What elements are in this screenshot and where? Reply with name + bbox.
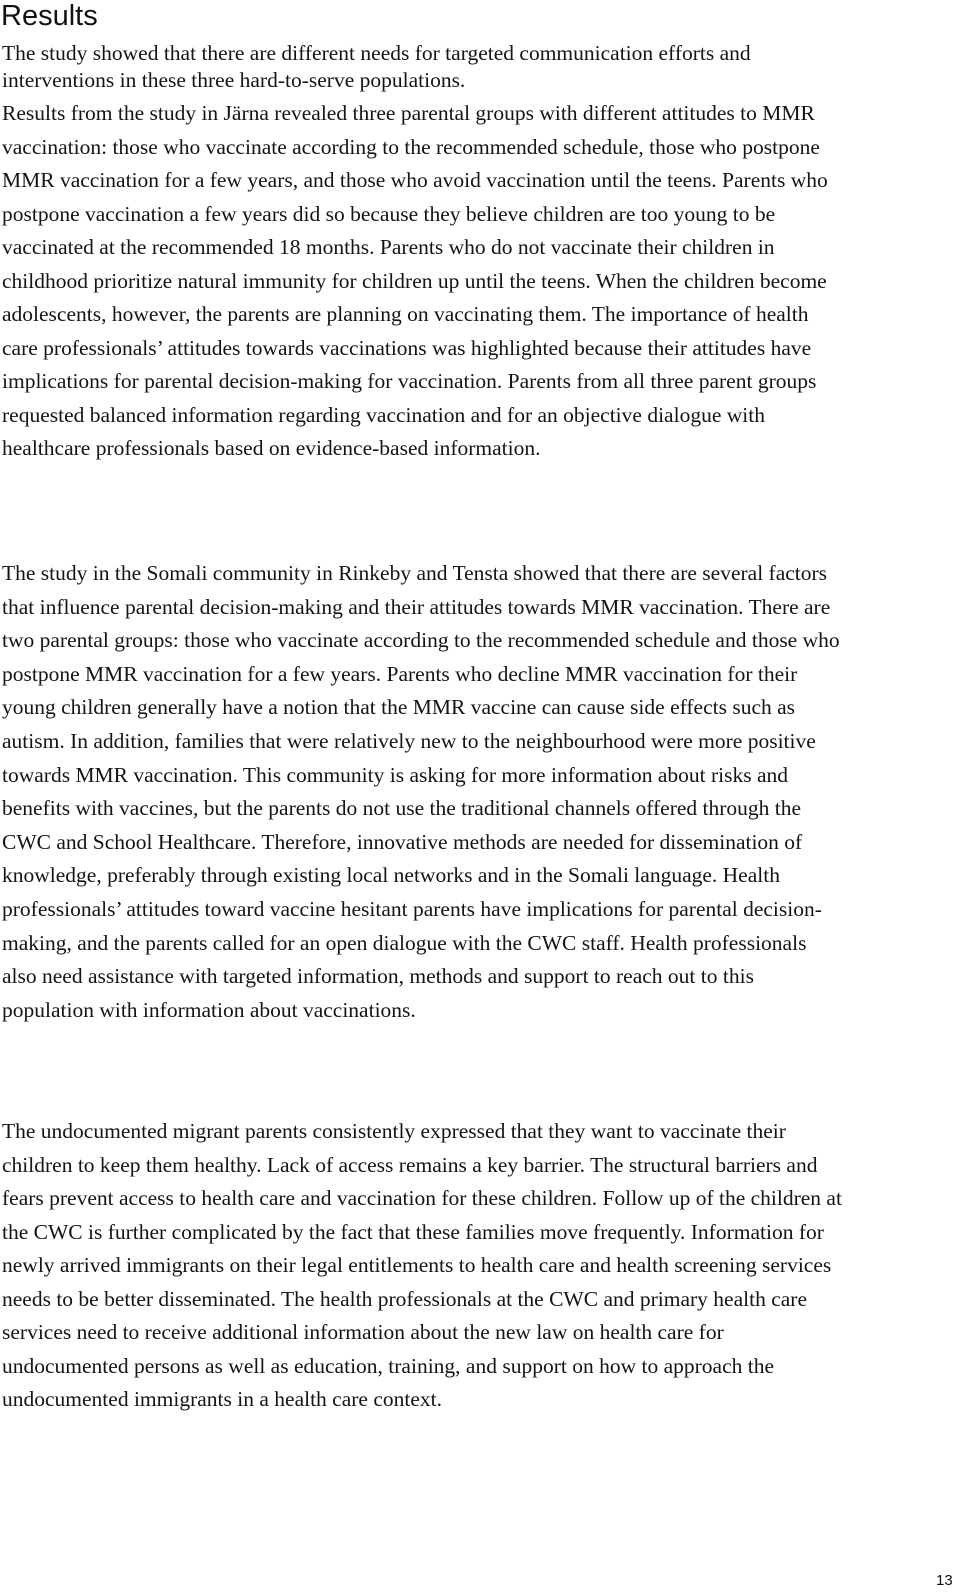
paragraph-somali-community: The study in the Somali community in Rinkeby and Tensta showed that there are several factors that influence parental decision-making and their attitudes towards MMR vaccination. There are two parental groups: those who vaccinate according to the recommended schedule and those who postpone MMR vaccination for a few years. Parents who decline MMR vaccination for their young children generally have a notion that the MMR vaccine can cause side effects such as autism. In addition, families that were relatively new to the neighbourhood were more positive towards MMR vaccination. This community is asking for more information about risks and benefits with vaccines, but the parents do not use the traditional channels offered through the CWC and School Healthcare. Therefore, innovative methods are needed for dissemination of knowledge, preferably through existing local networks and in the Somali language. Health professionals’ attitudes toward vaccine hesitant parents have implications for parental decision-making, and the parents called for an open dialogue with the CWC staff. Health professionals also need assistance with targeted information, methods and support to reach out to this population with information about vaccinations.: [2, 561, 840, 1022]
paragraph-undocumented-migrants: The undocumented migrant parents consistently expressed that they want to vaccinate their children to keep them healthy. Lack of access remains a key barrier. The structural barriers and fears prevent access to health care and vaccination for these children. Follow up of the children at the CWC is further complicated by the fact that these families move frequently. Information for newly arrived immigrants on their legal entitlements to health care and health screening services needs to be better disseminated. The health professionals at the CWC and primary health care services need to receive additional information about the new law on health care for undocumented persons as well as education, training, and support on how to approach the undocumented immigrants in a health care context.: [2, 1119, 842, 1411]
paragraph-intro: The study showed that there are different needs for targeted communication efforts and interventions in these three hard-to-serve populations.: [2, 41, 751, 92]
section-heading: Results: [1, 0, 98, 32]
paragraph-jarna: Results from the study in Järna revealed three parental groups with different attitudes to MMR vaccination: those who vaccinate according to the recommended schedule, those who postpone MMR vaccination for a few years, and those who avoid vaccination until the teens. Parents who postpone vaccination a few years did so because they believe children are too young to be vaccinated at the recommended 18 months. Parents who do not vaccinate their children in childhood prioritize natural immunity for children up until the teens. When the children become adolescents, however, the parents are planning on vaccinating them. The importance of health care professionals’ attitudes towards vaccinations was highlighted because their attitudes have implications for parental decision-making for vaccination. Parents from all three parent groups requested balanced information regarding vaccination and for an objective dialogue with healthcare professionals based on evidence-based information.: [2, 101, 828, 460]
page-number: 13: [936, 1572, 953, 1589]
